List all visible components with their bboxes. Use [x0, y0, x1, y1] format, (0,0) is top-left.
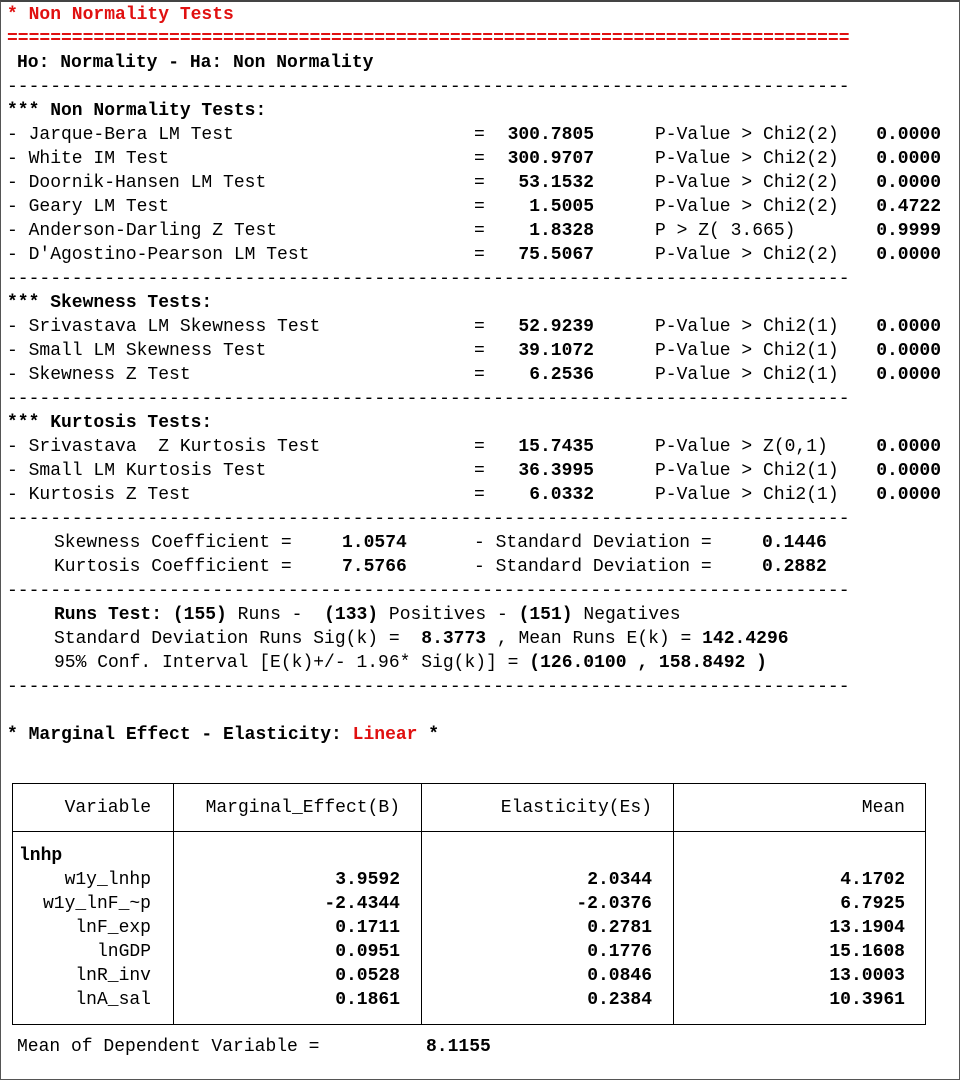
kurtosis-sd-label: - Standard Deviation = — [474, 557, 712, 577]
equals-sign: = — [474, 245, 485, 265]
test-name: - Small LM Skewness Test — [7, 341, 267, 361]
test-statistic: 75.5067 — [518, 245, 594, 265]
marginal-suffix: * — [428, 725, 440, 745]
non-normality-header: *** Non Normality Tests: — [7, 101, 267, 121]
runs-sd-line — [54, 627, 789, 651]
test-name: - D'Agostino-Pearson LM Test — [7, 245, 310, 265]
header-divider — [13, 831, 925, 832]
p-value-label: P > Z( 3.665) — [655, 221, 796, 241]
p-value: 0.0000 — [876, 245, 941, 265]
dash-rule: ------------------------------------------------------------------------------ — [7, 269, 850, 289]
p-value-label: P-Value > Chi2(2) — [655, 125, 839, 145]
variable-name: lnGDP — [96, 942, 151, 962]
p-value-label: P-Value > Chi2(2) — [655, 197, 839, 217]
test-statistic: 39.1072 — [518, 341, 594, 361]
dash-rule: ------------------------------------------------------------------------------ — [7, 389, 850, 409]
runs-count: (155) — [172, 605, 227, 625]
p-value-label: P-Value > Chi2(1) — [655, 461, 839, 481]
p-value: 0.0000 — [876, 341, 941, 361]
p-value: 0.0000 — [876, 485, 941, 505]
equals-sign: = — [474, 485, 485, 505]
elasticity-value: 0.2781 — [587, 918, 652, 938]
p-value-label: P-Value > Chi2(1) — [655, 485, 839, 505]
group-label: lnhp — [19, 846, 63, 866]
mean-dep-value: 8.1155 — [426, 1037, 491, 1057]
marginal-effect-value: 0.1711 — [335, 918, 400, 938]
equals-sign: = — [474, 125, 485, 145]
test-name: - Anderson-Darling Z Test — [7, 221, 278, 241]
test-statistic: 6.2536 — [529, 365, 594, 385]
mean-value: 4.1702 — [840, 870, 905, 890]
elasticity-value: 0.1776 — [587, 942, 652, 962]
p-value: 0.0000 — [876, 173, 941, 193]
header-mean: Mean — [861, 798, 905, 818]
variable-name: lnA_sal — [75, 990, 151, 1010]
elasticity-value: 0.2384 — [587, 990, 652, 1010]
p-value-label: P-Value > Chi2(2) — [655, 245, 839, 265]
mean-value: 10.3961 — [829, 990, 905, 1010]
test-statistic: 52.9239 — [518, 317, 594, 337]
mean-dep-label: Mean of Dependent Variable = — [17, 1037, 320, 1057]
elasticity-value: 2.0344 — [587, 870, 652, 890]
dash-rule: ------------------------------------------------------------------------------ — [7, 677, 850, 697]
test-name: - Doornik-Hansen LM Test — [7, 173, 267, 193]
section-title: * Non Normality Tests — [7, 5, 234, 25]
equals-sign: = — [474, 365, 485, 385]
variable-name: w1y_lnhp — [64, 870, 151, 890]
test-statistic: 53.1532 — [518, 173, 594, 193]
equals-sign: = — [474, 437, 485, 457]
dash-rule: ------------------------------------------------------------------------------ — [7, 509, 850, 529]
equals-sign: = — [474, 341, 485, 361]
kurtosis-coef-label: Kurtosis Coefficient = — [54, 557, 292, 577]
marginal-effect-value: 0.1861 — [335, 990, 400, 1010]
mean-value: 6.7925 — [840, 894, 905, 914]
double-rule: ============================================================================== — [7, 29, 850, 49]
elasticity-value: -2.0376 — [576, 894, 652, 914]
test-statistic: 36.3995 — [518, 461, 594, 481]
mean-value: 13.0003 — [829, 966, 905, 986]
skewness-coef-label: Skewness Coefficient = — [54, 533, 292, 553]
runs-sd-value: 8.3773 — [421, 629, 487, 649]
p-value-label: P-Value > Chi2(1) — [655, 365, 839, 385]
test-name: - Small LM Kurtosis Test — [7, 461, 267, 481]
p-value-label: P-Value > Chi2(1) — [655, 341, 839, 361]
negatives-count: (151) — [518, 605, 573, 625]
runs-ci-label: 95% Conf. Interval [E(k)+/- 1.96* Sig(k)] = — [54, 653, 519, 673]
positives-label: Positives - — [388, 605, 508, 625]
test-name: - Srivastava LM Skewness Test — [7, 317, 321, 337]
runs-label: Runs - — [237, 605, 303, 625]
mean-value: 13.1904 — [829, 918, 905, 938]
variable-name: lnR_inv — [75, 966, 151, 986]
test-name: - Jarque-Bera LM Test — [7, 125, 234, 145]
hypothesis-line: Ho: Normality - Ha: Non Normality — [17, 53, 374, 73]
p-value: 0.0000 — [876, 437, 941, 457]
variable-name: lnF_exp — [75, 918, 151, 938]
p-value: 0.0000 — [876, 149, 941, 169]
marginal-effect-value: -2.4344 — [324, 894, 400, 914]
variable-name: w1y_lnF_~p — [42, 894, 151, 914]
test-name: - Kurtosis Z Test — [7, 485, 191, 505]
skewness-sd-label: - Standard Deviation = — [474, 533, 712, 553]
marginal-effect-table — [12, 783, 926, 1025]
test-statistic: 6.0332 — [529, 485, 594, 505]
test-statistic: 15.7435 — [518, 437, 594, 457]
p-value: 0.9999 — [876, 221, 941, 241]
kurtosis-header: *** Kurtosis Tests: — [7, 413, 213, 433]
p-value: 0.4722 — [876, 197, 941, 217]
p-value-label: P-Value > Chi2(2) — [655, 149, 839, 169]
test-name: - White IM Test — [7, 149, 170, 169]
header-marginal-effect: Marginal_Effect(B) — [205, 798, 400, 818]
header-elasticity: Elasticity(Es) — [500, 798, 652, 818]
kurtosis-sd-value: 0.2882 — [762, 557, 827, 577]
mean-value: 15.1608 — [829, 942, 905, 962]
equals-sign: = — [474, 461, 485, 481]
marginal-effect-value: 0.0528 — [335, 966, 400, 986]
test-name: - Srivastava Z Kurtosis Test — [7, 437, 321, 457]
skewness-coef-value: 1.0574 — [342, 533, 407, 553]
p-value: 0.0000 — [876, 461, 941, 481]
runs-test-label: Runs Test: — [54, 605, 163, 625]
p-value: 0.0000 — [876, 317, 941, 337]
equals-sign: = — [474, 197, 485, 217]
skewness-header: *** Skewness Tests: — [7, 293, 213, 313]
test-statistic: 1.8328 — [529, 221, 594, 241]
equals-sign: = — [474, 149, 485, 169]
p-value-label: P-Value > Chi2(2) — [655, 173, 839, 193]
test-statistic: 1.5005 — [529, 197, 594, 217]
runs-test-line — [54, 603, 681, 627]
dash-rule: ------------------------------------------------------------------------------ — [7, 581, 850, 601]
runs-sd-label: Standard Deviation Runs Sig(k) = — [54, 629, 400, 649]
test-name: - Geary LM Test — [7, 197, 170, 217]
marginal-effect-value: 3.9592 — [335, 870, 400, 890]
skewness-sd-value: 0.1446 — [762, 533, 827, 553]
model-type: Linear — [352, 725, 418, 745]
p-value: 0.0000 — [876, 365, 941, 385]
marginal-prefix: * Marginal Effect - Elasticity: — [7, 725, 342, 745]
negatives-label: Negatives — [583, 605, 681, 625]
marginal-effect-title — [7, 723, 439, 747]
positives-count: (133) — [324, 605, 379, 625]
runs-ci-value: (126.0100 , 158.8492 ) — [529, 653, 767, 673]
test-name: - Skewness Z Test — [7, 365, 191, 385]
p-value-label: P-Value > Z(0,1) — [655, 437, 828, 457]
test-statistic: 300.9707 — [507, 149, 594, 169]
runs-ci-line — [54, 651, 767, 675]
marginal-effect-value: 0.0951 — [335, 942, 400, 962]
dash-rule: ------------------------------------------------------------------------------ — [7, 77, 850, 97]
test-statistic: 300.7805 — [507, 125, 594, 145]
p-value: 0.0000 — [876, 125, 941, 145]
runs-mean-label: , Mean Runs E(k) = — [496, 629, 692, 649]
equals-sign: = — [474, 173, 485, 193]
equals-sign: = — [474, 317, 485, 337]
equals-sign: = — [474, 221, 485, 241]
header-variable: Variable — [64, 798, 151, 818]
elasticity-value: 0.0846 — [587, 966, 652, 986]
kurtosis-coef-value: 7.5766 — [342, 557, 407, 577]
p-value-label: P-Value > Chi2(1) — [655, 317, 839, 337]
runs-mean-value: 142.4296 — [702, 629, 789, 649]
